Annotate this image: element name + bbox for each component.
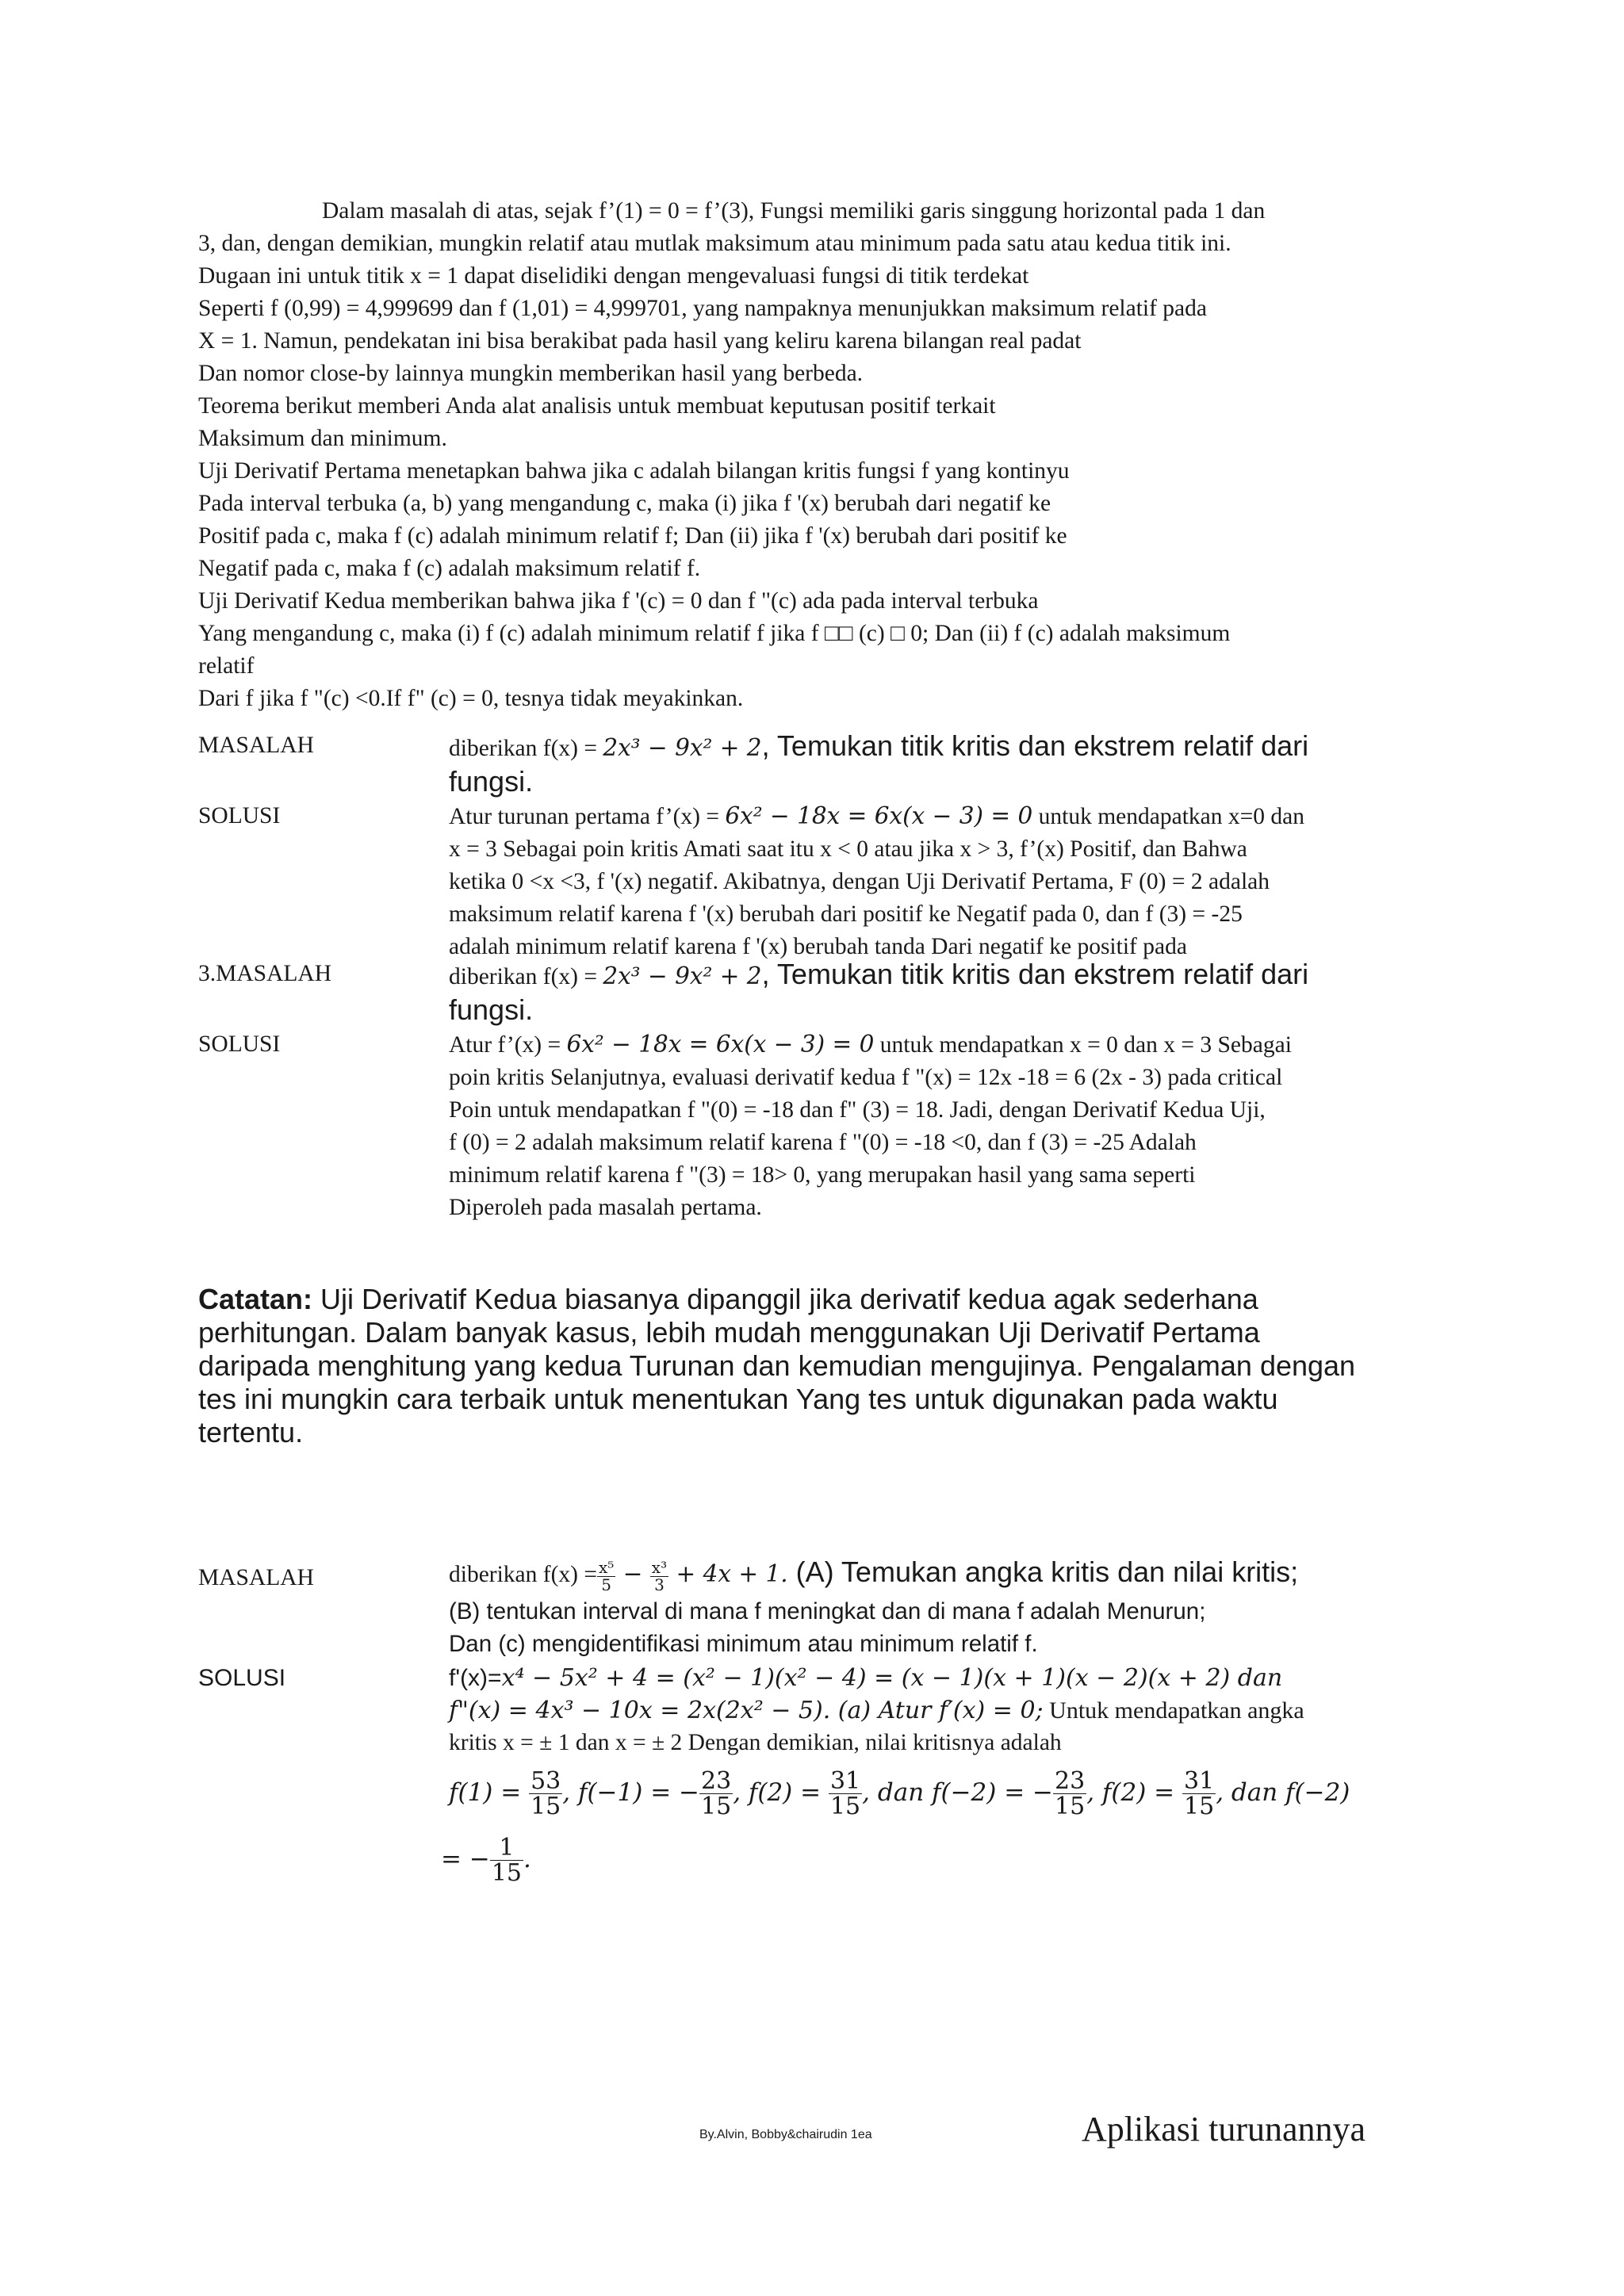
problem-prefix: diberikan f(x) = [449, 1562, 598, 1587]
problem-prefix: diberikan f(x) = [449, 964, 603, 989]
solution-line: Diperoleh pada masalah pertama. [449, 1195, 762, 1220]
intro-line: Seperti f (0,99) = 4,999699 dan f (1,01) = 4,999701, yang nampaknya menunjukkan maksimum relatif pada [198, 296, 1207, 321]
math-text: . [523, 1845, 531, 1873]
problem-row-cont [198, 1595, 1435, 1660]
intro-line: Uji Derivatif Kedua memberikan bahwa jika f '(c) = 0 dan f "(c) ada pada interval terbuka [198, 588, 1039, 614]
problem-formula: 2x³ − 9x² + 2 [603, 734, 762, 761]
solution-label: SOLUSI [198, 1665, 286, 1691]
intro-line: Dari f jika f "(c) <0.If f" (c) = 0, tesnya tidak meyakinkan. [198, 686, 744, 711]
solution-text: Untuk mendapatkan angka [1043, 1697, 1304, 1724]
problem-text: , Temukan titik kritis dan ekstrem relatif dari [761, 729, 1309, 762]
math-text: , dan f(−2) [1216, 1778, 1350, 1807]
problem-row [198, 958, 1435, 1027]
fraction: $\frac{31}{15}$ [829, 1766, 861, 1820]
solution-formula: f"(x) = 4x³ − 10x = 2x(2x² − 5). (a) Atur f′(x) = 0; [449, 1697, 1044, 1724]
problem-content [449, 729, 1435, 798]
solution-label: SOLUSI [198, 803, 281, 828]
solution-label: SOLUSI [198, 1031, 281, 1057]
problem-content [449, 958, 1435, 1027]
solution-line: poin kritis Selanjutnya, evaluasi derivatif kedua f "(x) = 12x -18 = 6 (2x - 3) pada critical [449, 1065, 1283, 1090]
problem-line: Dan (c) mengidentifikasi minimum atau minimum relatif f. [449, 1631, 1038, 1657]
solution-text: Atur turunan pertama f’(x) = [449, 804, 726, 829]
math-operator: − [615, 1560, 650, 1587]
solution-row [198, 800, 1435, 963]
problem-row [198, 729, 1435, 798]
solution-line: x = 3 Sebagai poin kritis Amati saat itu x < 0 atau jika x > 3, f’(x) Positif, dan Bahwa [449, 836, 1247, 862]
solution-row [198, 1662, 1435, 1892]
fraction: $\frac{23}{15}$ [1055, 1766, 1086, 1820]
footer-credit: By.Alvin, Bobby&chairudin 1ea [699, 2128, 872, 2141]
solution-line: Poin untuk mendapatkan f "(0) = -18 dan f" (3) = 18. Jadi, dengan Derivatif Kedua Uji, [449, 1097, 1266, 1123]
problem-block-3 [198, 1556, 1435, 1892]
fraction: $\frac{\text{x³}}{3}$ [651, 1557, 668, 1594]
fraction: $\frac{31}{15}$ [1184, 1766, 1215, 1820]
note-heading: Catatan: [198, 1283, 313, 1315]
intro-line: Dugaan ini untuk titik x = 1 dapat diselidiki dengan mengevaluasi fungsi di titik terdekat [198, 263, 1029, 289]
intro-line: Teorema berikut memberi Anda alat analisis untuk membuat keputusan positif terkait [198, 393, 996, 419]
solution-line: adalah minimum relatif karena f '(x) berubah tanda Dari negatif ke positif pada [449, 934, 1187, 959]
problem-text: fungsi. [449, 765, 534, 798]
solution-content [441, 1662, 1435, 1892]
problem-label: 3.MASALAH [198, 961, 331, 986]
solution-content [449, 1028, 1435, 1224]
problem-text: (A) Temukan angka kritis dan nilai kritis; [787, 1556, 1299, 1588]
note-line: perhitungan. Dalam banyak kasus, lebih mudah menggunakan Uji Derivatif Pertama [198, 1316, 1260, 1349]
math-text: f(1) = [449, 1778, 530, 1807]
intro-line: Maksimum dan minimum. [198, 426, 447, 451]
intro-line: X = 1. Namun, pendekatan ini bisa berakibat pada hasil yang keliru karena bilangan real padat [198, 328, 1082, 354]
problem-label: MASALAH [198, 733, 314, 758]
fraction: $\frac{1}{15}$ [491, 1833, 522, 1887]
solution-line: kritis x = ± 1 dan x = ± 2 Dengan demikian, nilai kritisnya adalah [449, 1730, 1062, 1755]
fraction: $\frac{23}{15}$ [701, 1766, 732, 1820]
solution-line: f (0) = 2 adalah maksimum relatif karena f "(0) = -18 <0, dan f (3) = -25 Adalah [449, 1130, 1197, 1155]
note-line: daripada menghitung yang kedua Turunan dan kemudian mengujinya. Pengalaman dengan [198, 1349, 1356, 1382]
solution-formula: 6x² − 18x = 6x(x − 3) = 0 [725, 802, 1033, 829]
math-text: , dan f(−2) = − [862, 1778, 1054, 1807]
intro-paragraph [198, 195, 1435, 715]
solution-text: untuk mendapatkan x=0 dan [1032, 804, 1304, 829]
intro-line: Dan nomor close-by lainnya mungkin memberikan hasil yang berbeda. [198, 361, 864, 386]
problem-block-1 [198, 729, 1435, 963]
problem-label: MASALAH [198, 1565, 314, 1590]
critical-values-line [449, 1759, 1435, 1826]
intro-line: Negatif pada c, maka f (c) adalah maksimum relatif f. [198, 556, 701, 581]
problem-row [198, 1556, 1435, 1595]
intro-line: 3, dan, dengan demikian, mungkin relatif atau mutlak maksimum atau minimum pada satu atau kedua titik ini. [198, 231, 1231, 256]
fraction: $\frac{53}{15}$ [530, 1766, 561, 1820]
solution-line: ketika 0 <x <3, f '(x) negatif. Akibatnya, dengan Uji Derivatif Pertama, F (0) = 2 adalah [449, 869, 1270, 894]
fraction: $\frac{\text{x⁵}}{5}$ [599, 1557, 615, 1594]
intro-line: Dalam masalah di atas, sejak f’(1) = 0 = f’(3), Fungsi memiliki garis singgung horizontal pada 1 dan [322, 198, 1266, 224]
intro-line: Yang mengandung c, maka (i) f (c) adalah minimum relatif f jika f □□ (c) □ 0; Dan (ii) f (c) adalah maksimum [198, 621, 1231, 646]
intro-line: Pada interval terbuka (a, b) yang mengandung c, maka (i) jika f '(x) berubah dari negatif ke [198, 491, 1051, 516]
intro-line: Uji Derivatif Pertama menetapkan bahwa jika c adalah bilangan kritis fungsi f yang kontinyu [198, 458, 1070, 484]
note-paragraph [198, 1283, 1435, 1449]
note-text: Uji Derivatif Kedua biasanya dipanggil jika derivatif kedua agak sederhana [312, 1283, 1258, 1315]
solution-text: f'(x)= [449, 1665, 502, 1691]
critical-values-line [441, 1826, 1435, 1892]
solution-line: maksimum relatif karena f '(x) berubah dari positif ke Negatif pada 0, dan f (3) = -25 [449, 901, 1243, 927]
problem-formula: + 4x + 1. [668, 1560, 788, 1587]
intro-line: relatif [198, 653, 255, 679]
problem-content [449, 1595, 1435, 1660]
solution-row [198, 1028, 1435, 1224]
math-text: , f(−1) = − [562, 1778, 699, 1807]
solution-formula: 6x² − 18x = 6x(x − 3) = 0 [566, 1031, 875, 1058]
problem-formula: 2x³ − 9x² + 2 [603, 962, 762, 989]
problem-text: , Temukan titik kritis dan ekstrem relatif dari [761, 958, 1309, 990]
math-text: = − [441, 1845, 490, 1873]
solution-content [449, 800, 1435, 963]
math-text: , f(2) = [1086, 1778, 1182, 1807]
solution-formula: x⁴ − 5x² + 4 = (x² − 1)(x² − 4) = (x − 1)(x + 1)(x − 2)(x + 2) dan [501, 1664, 1283, 1692]
problem-content [449, 1556, 1435, 1594]
note-line: tertentu. [198, 1416, 304, 1448]
problem-block-2 [198, 958, 1435, 1224]
problem-line: (B) tentukan interval di mana f meningkat dan di mana f adalah Menurun; [449, 1598, 1206, 1624]
problem-prefix: diberikan f(x) = [449, 736, 603, 761]
math-text: , f(2) = [733, 1778, 829, 1807]
note-line: tes ini mungkin cara terbaik untuk menentukan Yang tes untuk digunakan pada waktu [198, 1383, 1278, 1415]
intro-line: Positif pada c, maka f (c) adalah minimum relatif f; Dan (ii) jika f '(x) berubah dari positif ke [198, 523, 1067, 549]
problem-text: fungsi. [449, 993, 534, 1026]
solution-text: Atur f’(x) = [449, 1032, 567, 1058]
footer-title: Aplikasi turunannya [1082, 2110, 1366, 2149]
solution-text: untuk mendapatkan x = 0 dan x = 3 Sebagai [874, 1032, 1292, 1058]
solution-line: minimum relatif karena f "(3) = 18> 0, yang merupakan hasil yang sama seperti [449, 1162, 1196, 1188]
